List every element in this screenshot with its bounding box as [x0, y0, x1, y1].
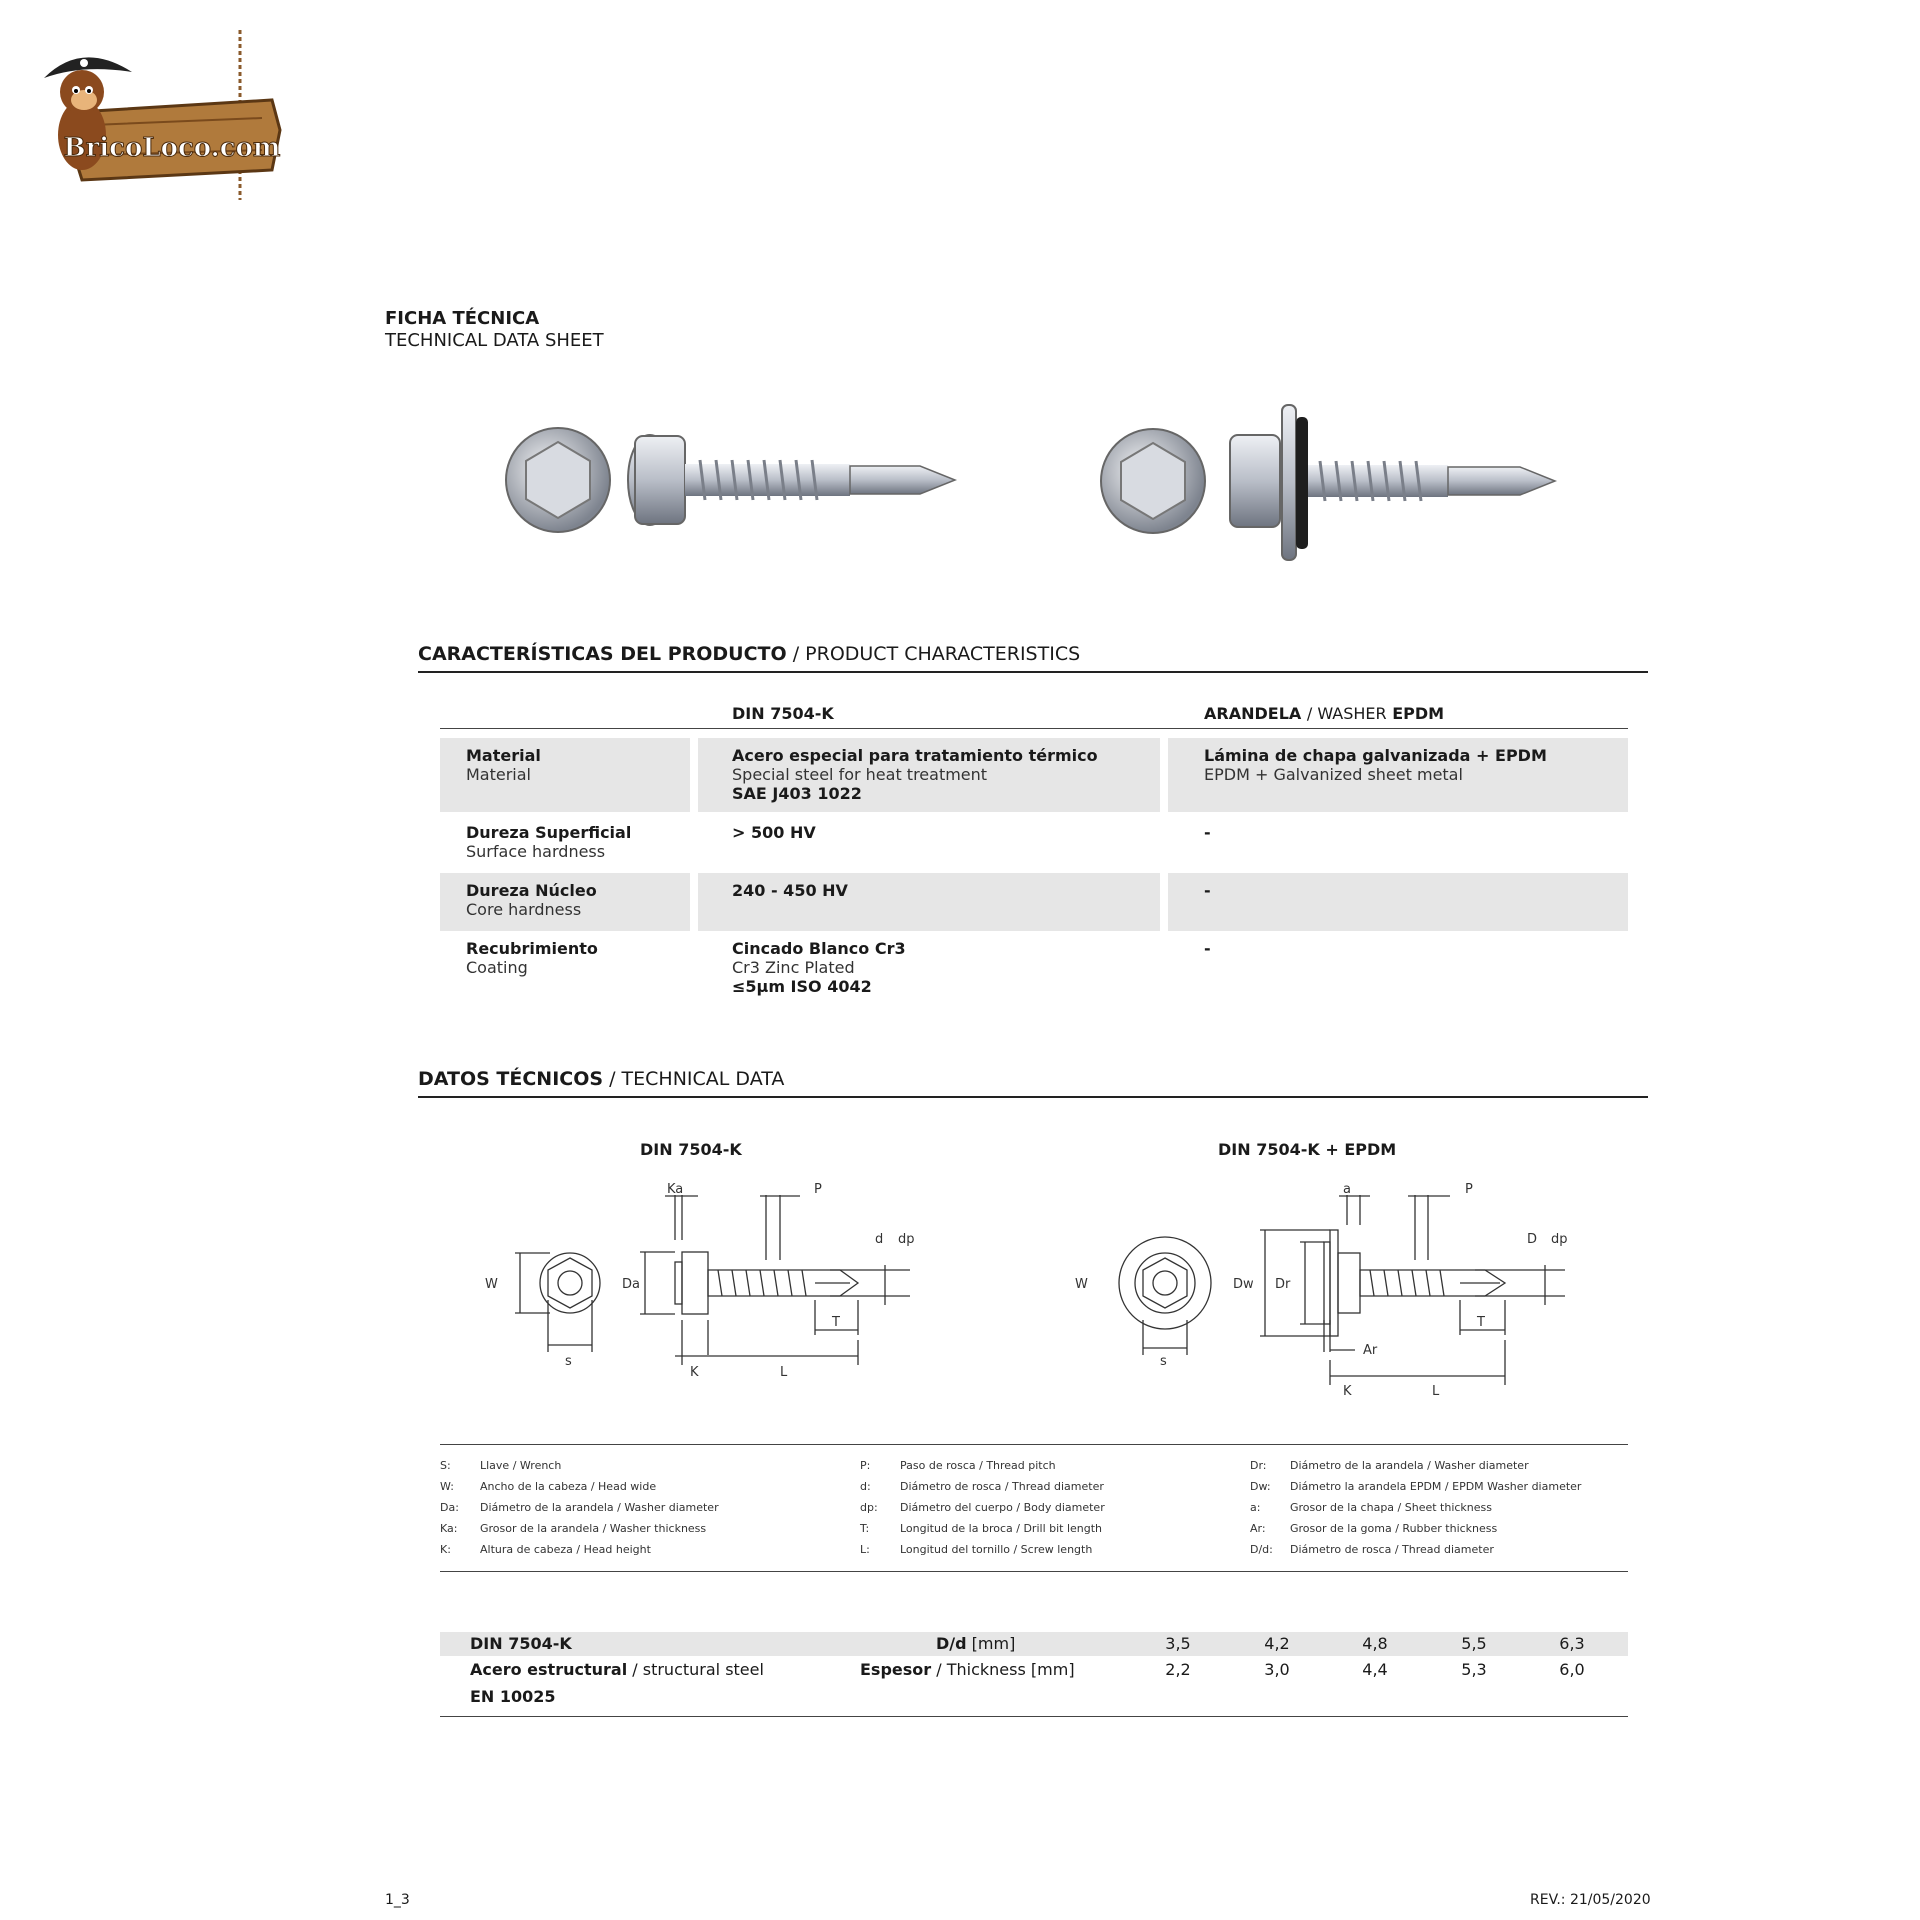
label-dw: Dw — [1233, 1277, 1254, 1292]
label-en: Material — [466, 765, 531, 784]
diagram-din7504k-epdm — [1065, 1180, 1595, 1400]
din-value: Acero especial para tratamiento térmico — [732, 746, 1098, 765]
legend-item: a: Grosor de la chapa / Sheet thickness — [1250, 1501, 1492, 1514]
legend-col-1 — [440, 1455, 830, 1560]
washer-value: - — [1204, 823, 1211, 842]
product-photo-din7504k-epdm — [1095, 395, 1575, 570]
logo-text: BricoLoco.com — [63, 133, 281, 163]
label-w: W — [1075, 1277, 1088, 1292]
label-da: Da — [622, 1277, 640, 1292]
label-t: T — [1477, 1315, 1485, 1330]
value-cell: 4,8 — [1362, 1634, 1388, 1653]
label-d: D — [1527, 1232, 1538, 1247]
washer-value: - — [1204, 939, 1211, 958]
legend-col-3 — [1250, 1455, 1628, 1560]
din-standard: SAE J403 1022 — [732, 784, 862, 803]
value-cell: 3,5 — [1165, 1634, 1191, 1653]
title-es: FICHA TÉCNICA — [385, 308, 540, 329]
label-ar: Ar — [1363, 1343, 1378, 1358]
page-number: 1_3 — [385, 1892, 410, 1908]
din-value-en: Special steel for heat treatment — [732, 765, 988, 784]
heading-en: / TECHNICAL DATA — [609, 1068, 785, 1090]
legend-item: K: Altura de cabeza / Head height — [440, 1543, 651, 1556]
label-l: L — [780, 1365, 788, 1380]
technical-data-table — [440, 1632, 1628, 1717]
label-p: P — [814, 1182, 822, 1197]
row-label: Acero estructural / structural steel — [470, 1660, 764, 1679]
value-cell: 2,2 — [1165, 1660, 1191, 1679]
bricoloco-logo — [22, 30, 282, 205]
heading-en: / PRODUCT CHARACTERISTICS — [792, 643, 1081, 665]
label-k: K — [690, 1365, 699, 1380]
value-cell: 3,0 — [1264, 1660, 1290, 1679]
value-cell: 4,2 — [1264, 1634, 1290, 1653]
table-row-diameter — [440, 1632, 1628, 1656]
title-en: TECHNICAL DATA SHEET — [385, 330, 604, 351]
washer-mid: / WASHER — [1306, 704, 1387, 723]
legend-item: S: Llave / Wrench — [440, 1459, 562, 1472]
label-k: K — [1343, 1384, 1352, 1399]
legend-item: d: Diámetro de rosca / Thread diameter — [860, 1480, 1104, 1493]
label-l: L — [1432, 1384, 1440, 1399]
legend-item: D/d: Diámetro de rosca / Thread diameter — [1250, 1543, 1494, 1556]
symbol-legend — [440, 1444, 1628, 1572]
row-label: DIN 7504-K — [470, 1634, 572, 1653]
legend-item: dp: Diámetro del cuerpo / Body diameter — [860, 1501, 1105, 1514]
char-row-material — [440, 738, 1628, 812]
param-label: Espesor / Thickness [mm] — [860, 1660, 1075, 1679]
label-ka: Ka — [667, 1182, 684, 1197]
product-photo-din7504k — [500, 410, 980, 550]
label-p: P — [1465, 1182, 1473, 1197]
value-cell: 6,0 — [1559, 1660, 1585, 1679]
legend-item: W: Ancho de la cabeza / Head wide — [440, 1480, 657, 1493]
legend-item: P: Paso de rosca / Thread pitch — [860, 1459, 1056, 1472]
label-dp: dp — [1551, 1232, 1568, 1247]
din-standard: ≤5µm ISO 4042 — [732, 977, 872, 996]
legend-col-2 — [860, 1455, 1250, 1560]
legend-item: Ar: Grosor de la goma / Rubber thickness — [1250, 1522, 1498, 1535]
diagram-din7504k — [470, 1180, 940, 1380]
label-w: W — [485, 1277, 498, 1292]
washer-value: Lámina de chapa galvanizada + EPDM — [1204, 746, 1547, 765]
din-value: 240 - 450 HV — [732, 881, 848, 900]
value-cell: 5,5 — [1461, 1634, 1487, 1653]
label-t: T — [832, 1315, 840, 1330]
legend-item: Ka: Grosor de la arandela / Washer thickness — [440, 1522, 707, 1535]
label-es: Dureza Núcleo — [466, 881, 597, 900]
col-header-din: DIN 7504-K — [732, 704, 834, 723]
legend-item: Dw: Diámetro la arandela EPDM / EPDM Washer diameter — [1250, 1480, 1582, 1493]
char-row-coating — [440, 931, 1628, 1005]
label-s: s — [1160, 1354, 1167, 1369]
col-header-washer — [1204, 704, 1444, 723]
label-en: Surface hardness — [466, 842, 606, 861]
legend-item: Dr: Diámetro de la arandela / Washer diameter — [1250, 1459, 1529, 1472]
standard-label: EN 10025 — [470, 1687, 556, 1706]
table-row-thickness — [440, 1660, 1628, 1684]
section-heading-technical — [418, 1068, 1648, 1098]
heading-es: CARACTERÍSTICAS DEL PRODUCTO — [418, 643, 787, 665]
characteristics-header-row — [440, 702, 1628, 729]
din-value-en: Cr3 Zinc Plated — [732, 958, 855, 977]
revision-date: REV.: 21/05/2020 — [1530, 1892, 1651, 1908]
label-en: Core hardness — [466, 900, 582, 919]
label-es: Recubrimiento — [466, 939, 598, 958]
label-es: Dureza Superficial — [466, 823, 632, 842]
label-s: s — [565, 1354, 572, 1369]
legend-item: Da: Diámetro de la arandela / Washer diameter — [440, 1501, 719, 1514]
diagram1-title: DIN 7504-K — [640, 1140, 742, 1159]
din-value: Cincado Blanco Cr3 — [732, 939, 906, 958]
washer-value-en: EPDM + Galvanized sheet metal — [1204, 765, 1463, 784]
section-heading-characteristics — [418, 643, 1648, 673]
value-cell: 4,4 — [1362, 1660, 1388, 1679]
value-cell: 5,3 — [1461, 1660, 1487, 1679]
diagram2-title: DIN 7504-K + EPDM — [1218, 1140, 1397, 1159]
label-d: d — [875, 1232, 884, 1247]
legend-item: L: Longitud del tornillo / Screw length — [860, 1543, 1093, 1556]
label-dr: Dr — [1275, 1277, 1291, 1292]
washer-en: EPDM — [1392, 704, 1445, 723]
washer-value: - — [1204, 881, 1211, 900]
char-row-core-hardness — [440, 873, 1628, 931]
washer-es: ARANDELA — [1204, 704, 1302, 723]
legend-item: T: Longitud de la broca / Drill bit length — [860, 1522, 1103, 1535]
heading-es: DATOS TÉCNICOS — [418, 1068, 604, 1090]
char-row-surface-hardness — [440, 815, 1628, 871]
document-title — [385, 308, 604, 352]
label-es: Material — [466, 746, 541, 765]
value-cell: 6,3 — [1559, 1634, 1585, 1653]
label-a: a — [1343, 1182, 1351, 1197]
param-label: D/d [mm] — [936, 1634, 1016, 1653]
label-dp: dp — [898, 1232, 915, 1247]
din-value: > 500 HV — [732, 823, 816, 842]
label-en: Coating — [466, 958, 528, 977]
